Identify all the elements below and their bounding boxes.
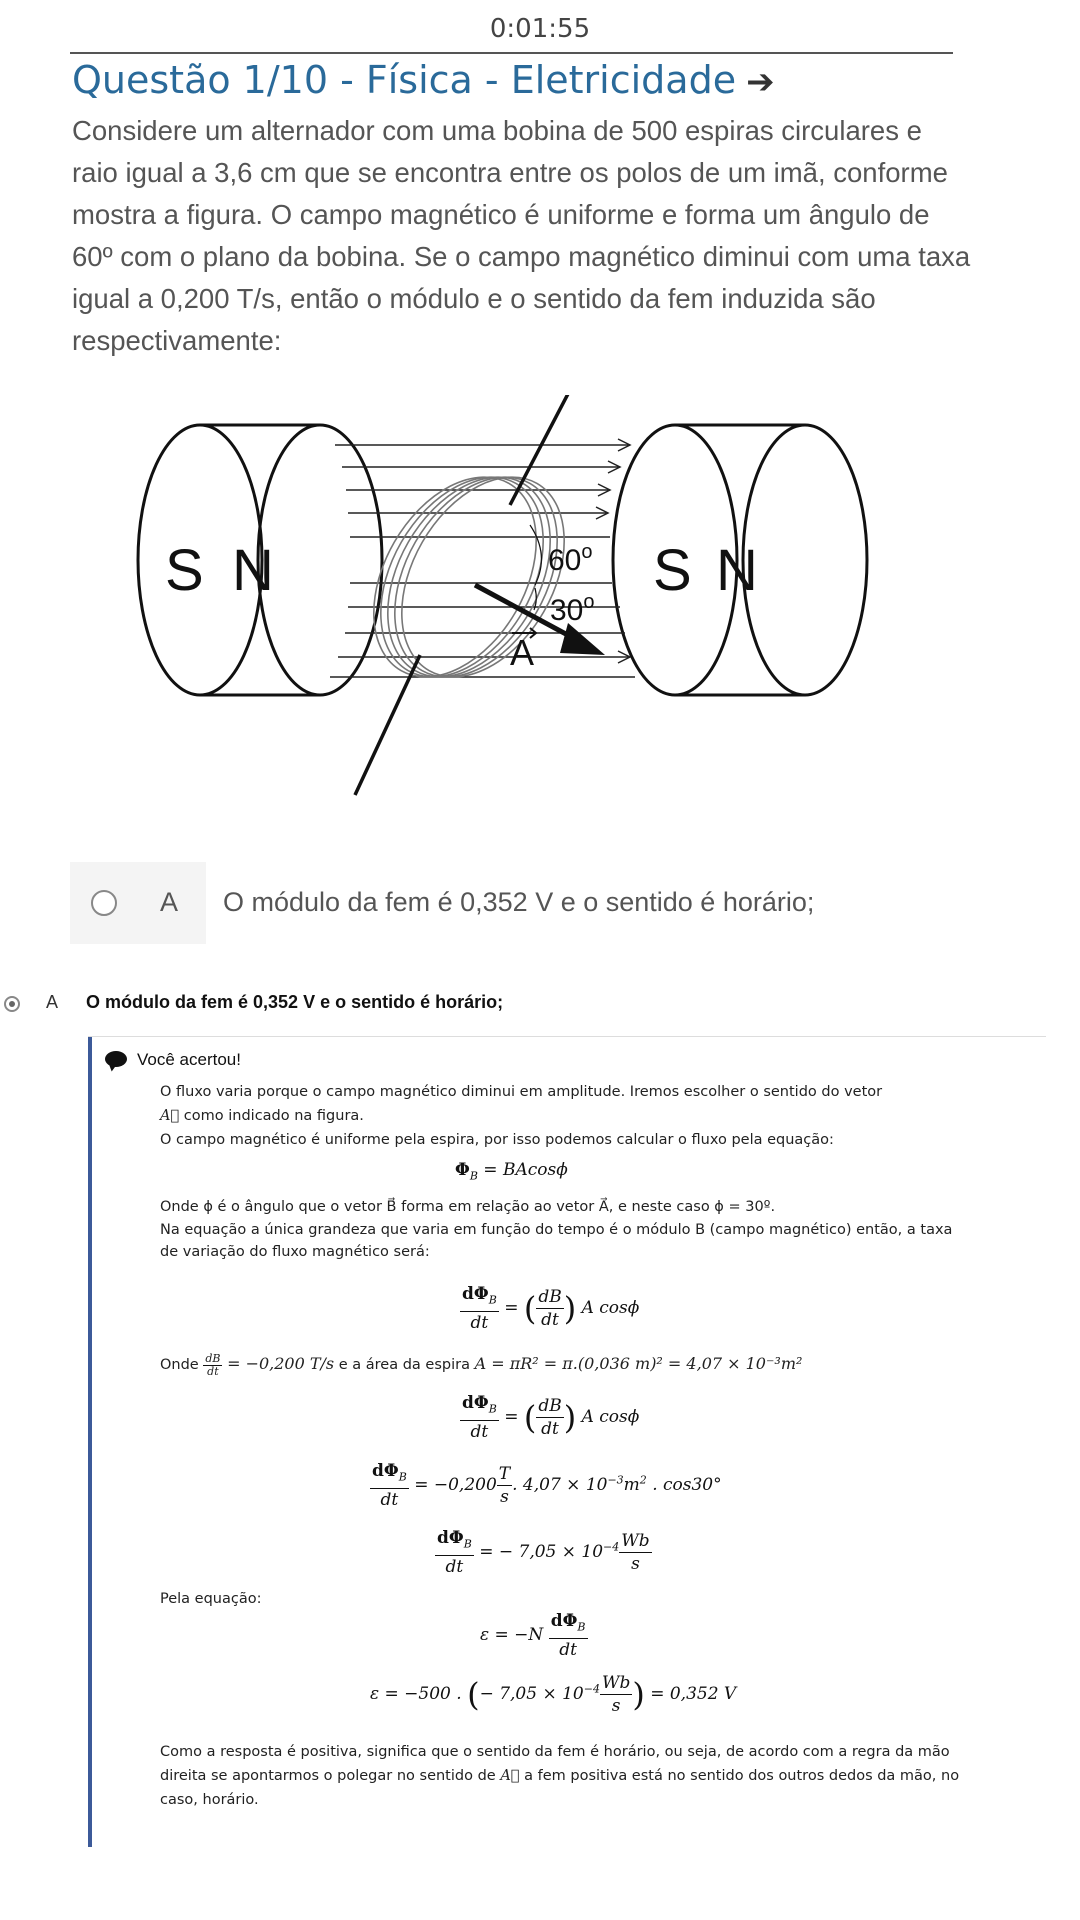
left-magnet-n: N (232, 538, 274, 603)
equation-emf: ε = −N $\frac{d\Phi_B}{dt}$ (480, 1611, 586, 1661)
feedback-divider (88, 1036, 1046, 1037)
comment-icon (105, 1051, 127, 1067)
feedback-heading: Você acertou! (105, 1050, 241, 1070)
selected-answer-text: O módulo da fem é 0,352 V e o sentido é horário; (86, 992, 504, 1012)
question-title-text: Questão 1/10 - Física - Eletricidade (72, 58, 737, 102)
feedback-paragraph-7: Como a resposta é positiva, significa que o sentido da fem é horário, ou seja, de acordo com a regra da mão direita se apontarmos o polegar no sentido de A⃗ a fem positiva está no sentido dos outros dedos da mão, no caso, horário. (160, 1744, 960, 1808)
feedback-paragraph-2: O campo magnético é uniforme pela espira, por isso podemos calcular o fluxo pela equação: (160, 1132, 834, 1148)
option-a-letter: A (160, 887, 179, 917)
alternator-figure (120, 395, 900, 825)
question-text: Considere um alternador com uma bobina de 500 espiras circulares e raio igual a 3,6 cm que se encontra entre os polos de um imã, conforme mostra a figura. O campo magnético é uniforme e forma um ângulo de 60º com o plano da bobina. Se o campo magnético diminui com uma taxa igual a 0,200 T/s, então o módulo e o sentido da fem induzida são respectivamente: (72, 115, 971, 356)
next-arrow-icon[interactable]: ➔ (746, 62, 775, 102)
feedback-paragraph-3: Onde ϕ é o ângulo que o vetor B⃗ forma em relação ao vetor A⃗, e neste caso ϕ = 30º. (160, 1199, 776, 1215)
equation-flux-rate-repeat: $\frac{d\Phi_B}{dt}$ = ( $\frac{dB}{dt}$ ) A cosϕ (462, 1393, 640, 1443)
right-magnet-s: S (653, 538, 692, 603)
option-a-radio[interactable] (91, 890, 117, 916)
right-magnet-n: N (716, 538, 758, 603)
selected-letter: A (46, 992, 59, 1012)
equation-flux-rate: $\frac{d\Phi_B}{dt}$ = ( $\frac{dB}{dt}$ ) A cosϕ (462, 1284, 640, 1334)
angle-30-label: 30$^o$ (550, 591, 595, 627)
title-divider (70, 52, 953, 54)
feedback-accent-bar (88, 1037, 92, 1847)
feedback-paragraph-4: Na equação a única grandeza que varia em função do tempo é o módulo B (campo magnético) então, a taxa de variação do fluxo magnético será: (160, 1222, 953, 1260)
timer: 0:01:55 (489, 14, 591, 44)
question-title (72, 58, 775, 102)
equation-result: $\frac{d\Phi_B}{dt}$ = − $7,05 \times 10^{-4}$ $\frac{Wb}{s}$ (437, 1528, 650, 1578)
equation-emf-final: ε = −500 . (− $7,05 \times 10^{-4}$ $\frac{Wb}{s}$ ) = 0,352 V (370, 1673, 737, 1716)
feedback-paragraph-5: Onde $\frac{dB}{dt}$ = −0,200 T/s e a área da espira A = πR² = π.(0,036 m)² = 4,07 × 10⁻³m² (160, 1351, 803, 1378)
feedback-paragraph-6: Pela equação: (160, 1591, 262, 1607)
selected-radio-icon (4, 996, 20, 1012)
feedback-paragraph-1: O fluxo varia porque o campo magnético diminui em amplitude. Iremos escolher o sentido do vetor A⃗ como indicado na figura. (160, 1084, 883, 1124)
left-magnet-s: S (165, 538, 204, 603)
angle-60-label: 60$^o$ (548, 541, 593, 577)
equation-substitution: $\frac{d\Phi_B}{dt}$ = −0,200 $\frac{T}{s}$ . $4,07 \times 10^{-3}m^2$ . cos30° (372, 1461, 722, 1511)
vector-a-label: A (510, 632, 535, 673)
equation-flux: $\Phi_B = BAcos\phi$ (455, 1160, 568, 1183)
option-a-text[interactable]: O módulo da fem é 0,352 V e o sentido é horário; (223, 887, 815, 917)
